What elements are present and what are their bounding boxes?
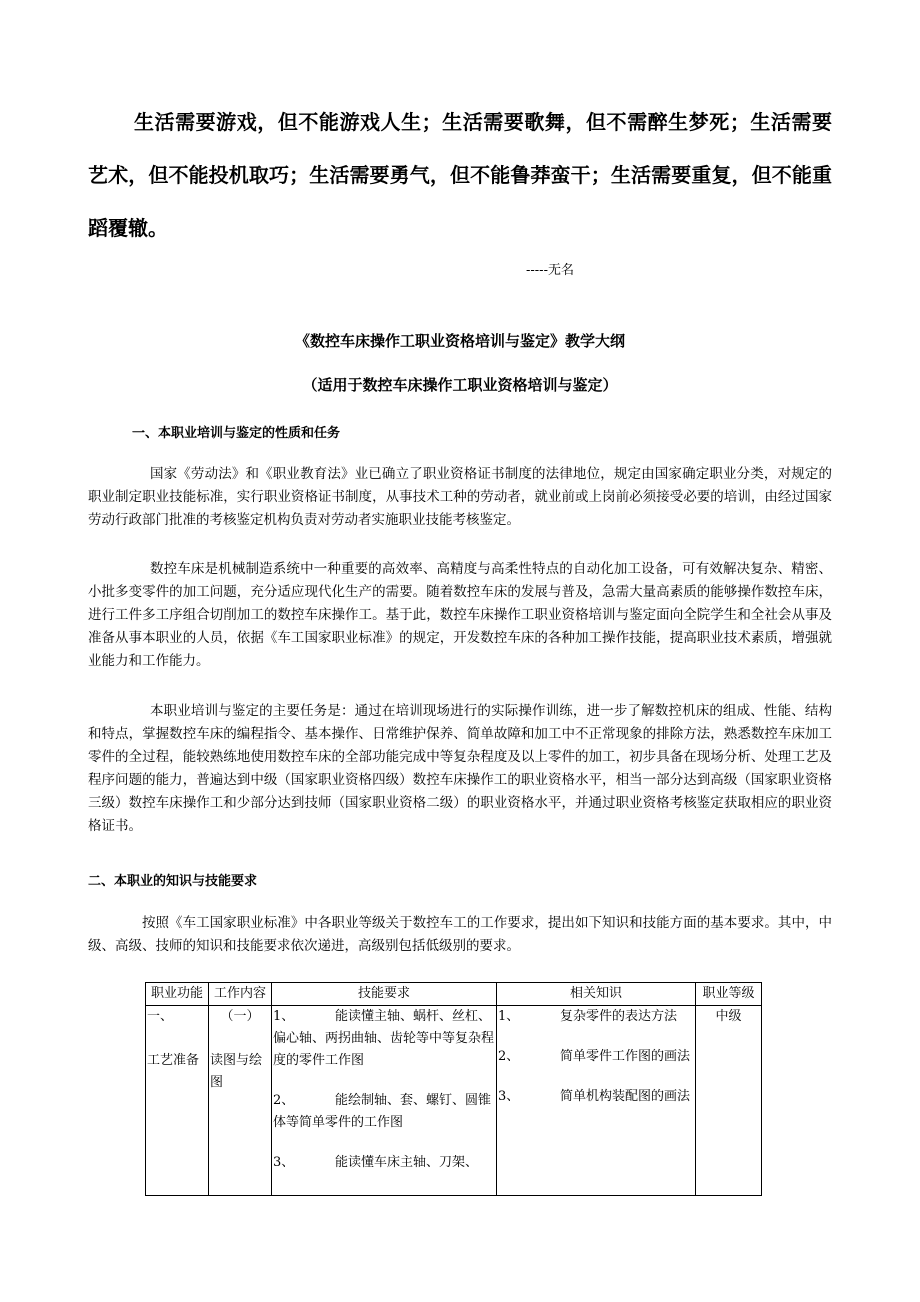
knowledge-number: 2、 bbox=[498, 1049, 520, 1064]
quote-block bbox=[88, 96, 832, 255]
header-cell: 工作内容 bbox=[209, 983, 272, 1006]
knowledge-text: 复杂零件的表达方法 bbox=[560, 1009, 678, 1024]
header-cell: 相关知识 bbox=[497, 983, 696, 1006]
section-heading-2: 二、本职业的知识与技能要求 bbox=[88, 874, 258, 889]
knowledge-number: 3、 bbox=[498, 1089, 520, 1104]
skill-number: 2、 bbox=[273, 1093, 295, 1108]
header-cell: 技能要求 bbox=[272, 983, 497, 1006]
function-number: 一、 bbox=[147, 1009, 174, 1024]
table-header-row bbox=[146, 983, 762, 1006]
level-cell: 中级 bbox=[696, 1006, 762, 1196]
skill-item bbox=[273, 1152, 495, 1174]
content-number: （一） bbox=[220, 1009, 260, 1024]
content-name: 读图与绘图 bbox=[210, 1053, 263, 1090]
table-row bbox=[146, 1006, 762, 1196]
knowledge-text: 简单机构装配图的画法 bbox=[560, 1089, 691, 1104]
skill-text: 能读懂车床主轴、刀架、 bbox=[335, 1155, 479, 1170]
header-cell: 职业等级 bbox=[696, 983, 762, 1006]
skill-number: 1、 bbox=[273, 1009, 295, 1024]
knowledge-item bbox=[498, 1046, 694, 1068]
knowledge-number: 1、 bbox=[498, 1009, 520, 1024]
skills-cell bbox=[272, 1006, 497, 1196]
content-cell bbox=[209, 1006, 272, 1196]
knowledge-item bbox=[498, 1006, 694, 1028]
skill-number: 3、 bbox=[273, 1155, 295, 1170]
skill-item bbox=[273, 1090, 495, 1134]
section-heading-1: 一、本职业培训与鉴定的性质和任务 bbox=[132, 426, 341, 441]
paragraph: 按照《车工国家职业标准》中各职业等级关于数控车工的工作要求，提出如下知识和技能方面的基本要求。其中，中级、高级、技师的知识和技能要求依次递进，高级别包括低级别的要求。 bbox=[88, 915, 832, 954]
knowledge-text: 简单零件工作图的画法 bbox=[560, 1049, 691, 1064]
quote-author: -----无名 bbox=[526, 263, 574, 278]
header-cell: 职业功能 bbox=[146, 983, 209, 1006]
requirements-table bbox=[145, 982, 762, 1196]
quote-text: 生活需要游戏，但不能游戏人生；生活需要歌舞，但不需醉生梦死；生活需要艺术，但不能投机取巧；生活需要勇气，但不能鲁莽蛮干；生活需要重复，但不能重蹈覆辙。 bbox=[88, 110, 832, 240]
paragraph: 数控车床是机械制造系统中一种重要的高效率、高精度与高柔性特点的自动化加工设备，可有效解决复杂、精密、小批多变零件的加工问题，充分适应现代化生产的需要。随着数控车床的发展与普及，急需大量高素质的能够操作数控车床，进行工件多工序组合切削加工的数控车床操作工。基于此，数控车床操作工职业资格培训与鉴定面向全院学生和全社会从事及准备从事本职业的人员，依据《车工国家职业标准》的规定，开发数控车床的各种加工操作技能，提高职业技术素质，增强就业能力和工作能力。 bbox=[88, 561, 832, 669]
skill-text: 能读懂主轴、蜗杆、丝杠、偏心轴、两拐曲轴、齿轮等中等复杂程度的零件工作图 bbox=[273, 1009, 495, 1068]
paragraph: 国家《劳动法》和《职业教育法》业已确立了职业资格证书制度的法律地位，规定由国家确定职业分类，对规定的职业制定职业技能标准，实行职业资格证书制度，从事技术工种的劳动者，就业前或上岗前必须接受必要的培训，由经过国家劳动行政部门批准的考核鉴定机构负责对劳动者实施职业技能考核鉴定。 bbox=[88, 466, 832, 528]
skill-text: 能绘制轴、套、螺钉、圆锥体等简单零件的工作图 bbox=[273, 1093, 492, 1130]
knowledge-item bbox=[498, 1086, 694, 1108]
function-cell bbox=[146, 1006, 209, 1196]
skill-item bbox=[273, 1006, 495, 1072]
document-subtitle: （适用于数控车床操作工职业资格培训与鉴定） bbox=[302, 376, 618, 394]
knowledge-cell bbox=[497, 1006, 696, 1196]
document-title: 《数控车床操作工职业资格培训与鉴定》教学大纲 bbox=[294, 332, 625, 350]
function-name: 工艺准备 bbox=[147, 1053, 200, 1068]
paragraph: 本职业培训与鉴定的主要任务是：通过在培训现场进行的实际操作训练，进一步了解数控机床的组成、性能、结构和特点，掌握数控车床的编程指令、基本操作、日常维护保养、简单故障和加工中不正常现象的排除方法，熟悉数控车床加工零件的全过程，能较熟练地使用数控车床的全部功能完成中等复杂程度及以上零件的加工，初步具备在现场分析、处理工艺及程序问题的能力，普遍达到中级（国家职业资格四级）数控车床操作工的职业资格水平，相当一部分达到高级（国家职业资格三级）数控车床操作工和少部分达到技师（国家职业资格二级）的职业资格水平，并通过职业资格考核鉴定获取相应的职业资格证书。 bbox=[88, 703, 832, 834]
